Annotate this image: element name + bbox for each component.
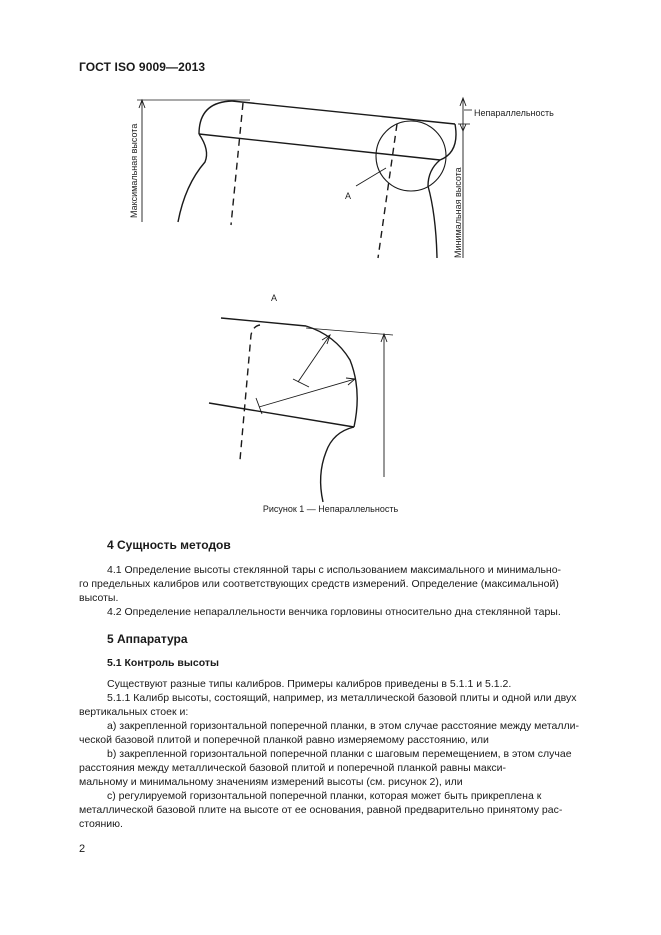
item-b-line3: мальному и минимальному значениям измерений высоты (см. рисунок 2), или	[79, 776, 463, 788]
bottle-top-drawing	[137, 98, 472, 258]
section-5-1-heading: 5.1 Контроль высоты	[107, 657, 219, 669]
item-a-line2: ческой базовой плитой и поперечной планкой равно измеряемому расстоянию, или	[79, 734, 489, 746]
label-point-a: А	[345, 191, 352, 201]
para-5-1-intro: Существуют разные типы калибров. Примеры калибров приведены в 5.1.1 и 5.1.2.	[107, 678, 512, 690]
page-number: 2	[79, 843, 86, 855]
para-5-1-1-line1: 5.1.1 Калибр высоты, состоящий, например, из металлической базовой плиты и одной или двух	[107, 692, 577, 704]
para-5-1-1-line2: вертикальных стоек и:	[79, 706, 189, 718]
para-4-2: 4.2 Определение непараллельности венчика горловины относительно дна стеклянной тары.	[107, 606, 561, 618]
label-min-height: Минимальная высота	[453, 167, 463, 258]
item-a-line1: а) закрепленной горизонтальной поперечной планки, в этом случае расстояние между металли-	[107, 720, 580, 732]
section-5-heading: 5 Аппаратура	[107, 632, 188, 646]
section-4-heading: 4 Сущность методов	[107, 538, 231, 552]
para-4-1-line2: го предельных калибров или соответствующих средств измерений. Определение (максимальной)	[79, 578, 559, 590]
item-c-line3: стоянию.	[79, 818, 123, 830]
item-b-line1: b) закрепленной горизонтальной поперечной планки с шаговым перемещением, в этом случае	[107, 748, 572, 760]
label-max-height: Максимальная высота	[129, 123, 139, 218]
item-b-line2: расстояния между металлической базовой плитой и поперечной планкой равны макси-	[79, 762, 507, 774]
detail-a-title: А	[271, 293, 278, 303]
figure-caption: Рисунок 1 — Непараллельность	[262, 504, 399, 514]
label-non-parallelism: Непараллельность	[474, 108, 554, 118]
item-c-line2: металлической базовой плите на высоте от ее основания, равной предварительно принятому рас-	[79, 804, 563, 816]
standard-code-header: ГОСТ ISO 9009—2013	[79, 60, 206, 74]
detail-a-drawing	[209, 318, 393, 502]
para-4-1-line3: высоты.	[79, 592, 119, 604]
para-4-1-line1: 4.1 Определение высоты стеклянной тары с использованием максимального и минимально-	[107, 564, 562, 576]
item-c-line1: с) регулируемой горизонтальной поперечной планки, которая может быть прикреплена к	[107, 790, 542, 802]
